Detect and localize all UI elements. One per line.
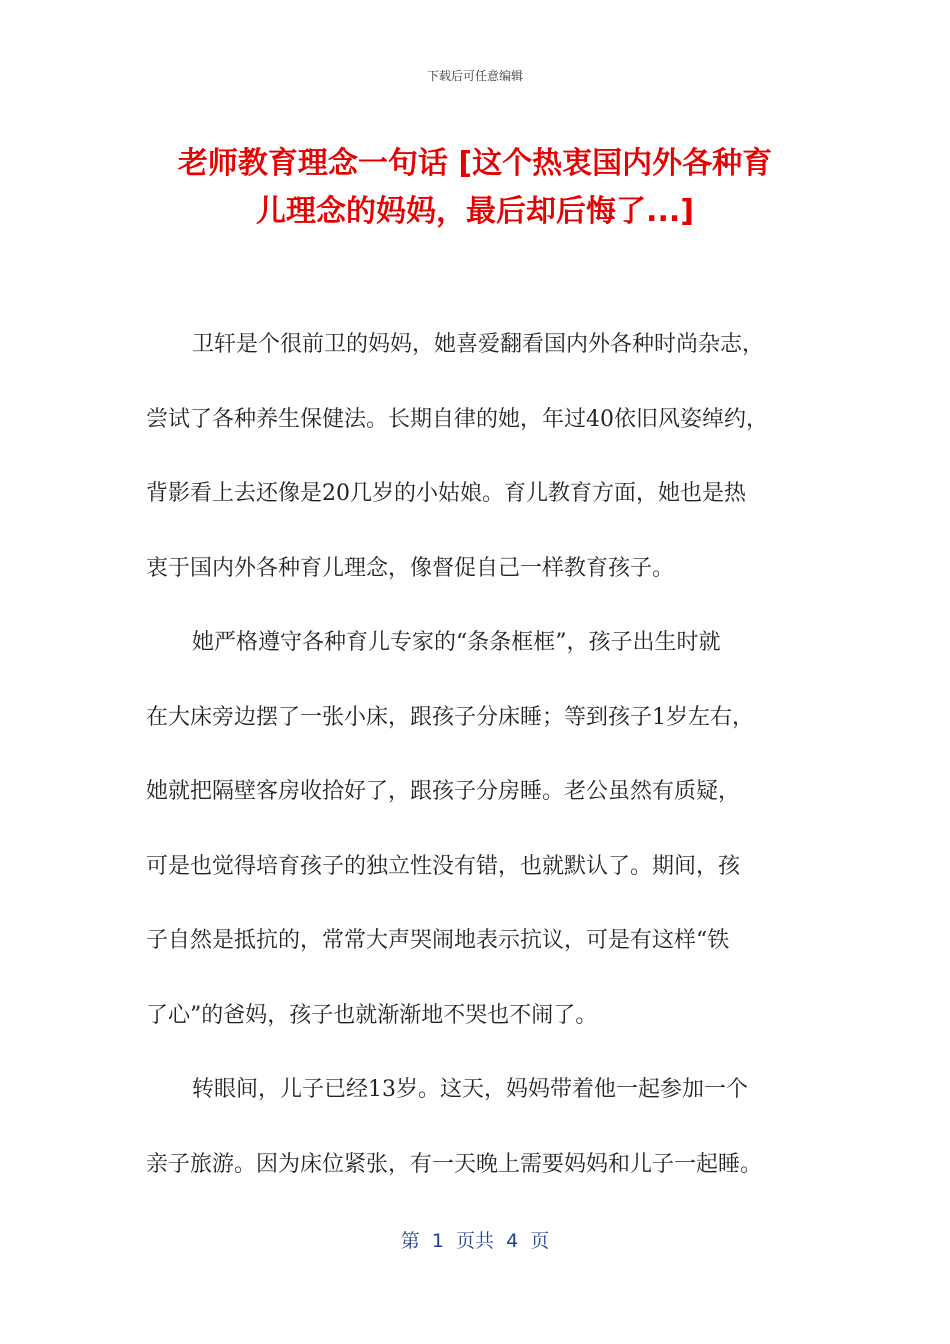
header-note: 下载后可任意编辑 [426, 69, 523, 83]
paragraph-line: 在大床旁边摆了一张小床，跟孩子分床睡；等到孩子1岁左右， [146, 704, 754, 730]
paragraph-line: 了心”的爸妈，孩子也就渐渐地不哭也不闹了。 [146, 1002, 598, 1028]
paragraph-line: 她就把隔壁客房收拾好了，跟孩子分房睡。老公虽然有质疑， [146, 779, 741, 804]
paragraph-line: 亲子旅游。因为床位紧张，有一天晚上需要妈妈和儿子一起睡。 [146, 1151, 763, 1177]
paragraph-line: 尝试了各种养生保健法。长期自律的她，年过40依旧风姿绰约， [146, 406, 768, 432]
paragraph-line: 背影看上去还像是20几岁的小姑娘。育儿教育方面，她也是热 [146, 481, 746, 506]
paragraph-line: 衷于国内外各种育儿理念，像督促自己一样教育孩子。 [146, 555, 675, 581]
page-footer: 第 1 页共 4 页 [400, 1230, 550, 1252]
title-line-2: 儿理念的妈妈，最后却后悔了...] [256, 194, 694, 229]
paragraph-line: 可是也觉得培育孩子的独立性没有错，也就默认了。期间，孩 [146, 853, 741, 879]
document-title [100, 140, 850, 236]
paragraph-line: 卫轩是个很前卫的妈妈，她喜爱翻看国内外各种时尚杂志， [192, 332, 765, 357]
title-line-1: 老师教育理念一句话 [这个热衷国内外各种育 [177, 146, 773, 181]
paragraph-line: 她严格遵守各种育儿专家的“条条框框”，孩子出生时就 [192, 630, 721, 655]
paragraph-line: 转眼间，儿子已经13岁。这天，妈妈带着他一起参加一个 [192, 1077, 748, 1102]
paragraph-line: 子自然是抵抗的，常常大声哭闹地表示抗议，可是有这样“铁 [146, 928, 730, 953]
body-text [146, 330, 816, 1224]
